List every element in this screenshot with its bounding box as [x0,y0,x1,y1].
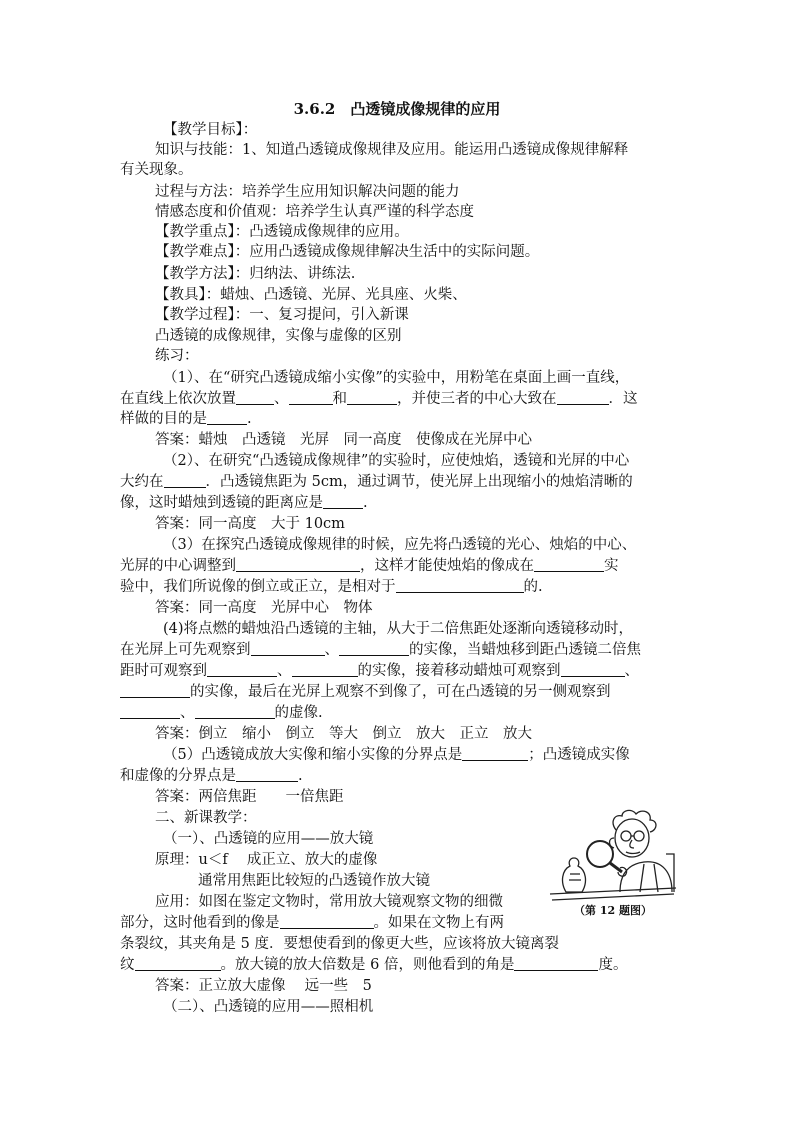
question-1-line-3: 样做的目的是 . [120,411,252,427]
principle-line: 原理：u＜f 成正立、放大的虚像 [155,852,378,868]
question-4-line-4: 的实像，最后在光屏上观察不到像了，可在凸透镜的另一侧观察到 [120,682,676,702]
answer-blank [207,662,277,677]
answer-blank [561,662,625,677]
answer-blank [323,494,363,509]
answer-blank [557,390,609,405]
goal-process: 过程与方法：培养学生应用知识解决问题的能力 [155,184,460,200]
key-point: 【教学重点】：凸透镜成像规律的应用。 [155,224,409,240]
principle-note: 通常用焦距比较短的凸透镜作放大镜 [198,873,430,889]
question-2-line-1: （2）、在研究“凸透镜成像规律”的实验时，应使烛焰，透镜和光屏的中心 [163,453,630,469]
answer-blank [462,746,528,761]
review-topic: 凸透镜的成像规律，实像与虚像的区别 [155,328,402,344]
teaching-process: 【教学过程】：一、复习提问，引入新课 [155,307,409,323]
application-line-2: 部分，这时他看到的像是 。如果在文物上有两 [120,915,504,931]
answer-blank [289,390,333,405]
new-lesson-heading: 二、新课教学： [155,810,257,826]
application-line-4: 纹 。放大镜的放大倍数是 6 倍，则他看到的角是 度。 [120,957,628,973]
question-2-line-3: 像，这时蜡烛到透镜的距离应是 . [120,495,368,511]
answer-blank [251,641,325,656]
question-4-line-2: 在光屏上可先观察到 、 的实像，当蜡烛移到距凸透镜二倍焦 [120,642,641,658]
question-4-line-1: (4)将点燃的蜡烛沿凸透镜的主轴，从大于二倍焦距处逐渐向透镜移动时， [163,621,634,637]
difficult-point: 【教学难点】：应用凸透镜成像规律解决生活中的实际问题。 [155,244,540,260]
question-5-line-1: （5）凸透镜成放大实像和缩小实像的分界点是 ；凸透镜成实像 [163,747,630,763]
section-camera: （二）、凸透镜的应用——照相机 [163,999,374,1015]
question-5-line-2: 和虚像的分界点是 . [120,768,303,784]
question-3-line-1: （3）在探究凸透镜成像规律的时候，应先将凸透镜的光心、烛焰的中心、 [163,537,637,553]
answer-2: 答案：同一高度 大于 10cm [155,516,345,532]
answer-1: 答案：蜡烛 凸透镜 光屏 同一高度 使像成在光屏中心 [155,432,532,448]
answer-blank [534,557,604,572]
question-3-line-3: 验中，我们所说像的倒立或正立，是相对于 的. [120,579,543,595]
answer-blank [280,914,374,929]
answer-blank [514,956,598,971]
question-3-line-2: 光屏的中心调整到 ，这样才能使烛焰的像成在 实 [120,558,619,574]
question-1-line-2: 在直线上依次放置 、 和 ，并使三者的中心大致在 ．这 [120,391,638,407]
page-title: 3.6.2 凸透镜成像规律的应用 [293,100,501,118]
answer-blank [292,662,358,677]
question-4-line-3: 距时可观察到 、 的实像，接着移动蜡烛可观察到 、 [120,663,639,679]
answer-blank [339,641,409,656]
question-2-line-2: 大约在 ．凸透镜焦距为 5cm，通过调节，使光屏上出现缩小的烛焰清晰的 [120,474,633,490]
answer-blank [396,578,524,593]
practice-heading: 练习： [155,348,199,364]
answer-blank [135,956,221,971]
section-magnifier: （一）、凸透镜的应用——放大镜 [163,831,374,847]
answer-blank [347,390,397,405]
answer-4: 答案：倒立 缩小 倒立 等大 倒立 放大 正立 放大 [155,726,532,742]
question-4-line-5: 、 的虚像. [120,703,676,723]
answer-blank [236,557,360,572]
teaching-method: 【教学方法】：归纳法、讲练法. [155,266,356,282]
goal-attitude: 情感态度和价值观：培养学生认真严谨的科学态度 [155,204,474,220]
answer-blank [164,473,206,488]
figure-caption: （第 12 题图） [574,904,652,917]
goal-knowledge: 知识与技能：1、知道凸透镜成像规律及应用。能运用凸透镜成像规律解释 [155,142,629,158]
question-1-line-1: （1）、在“研究凸透镜成缩小实像”的实验中，用粉笔在桌面上画一直线， [163,370,630,386]
answer-blank [236,767,298,782]
answer-blank [207,410,247,425]
goals-heading: 【教学目标】： [163,122,258,138]
answer-blank [120,704,180,719]
answer-5: 答案：两倍焦距 一倍焦距 [155,789,344,805]
answer-blank [236,390,274,405]
application-line-3: 条裂纹，其夹角是 5 度．要想使看到的像更大些，应该将放大镜离裂 [120,936,559,952]
teaching-tools: 【教具】：蜡烛、凸透镜、光屏、光具座、火柴、 [155,287,467,303]
answer-3: 答案：同一高度 光屏中心 物体 [155,600,373,616]
goal-knowledge-cont: 有关现象。 [120,162,193,178]
answer-blank [195,704,275,719]
answer-6: 答案：正立放大虚像 远一些 5 [155,978,372,994]
application-line-1: 应用：如图在鉴定文物时，常用放大镜观察文物的细微 [155,894,503,910]
answer-blank [120,683,190,698]
